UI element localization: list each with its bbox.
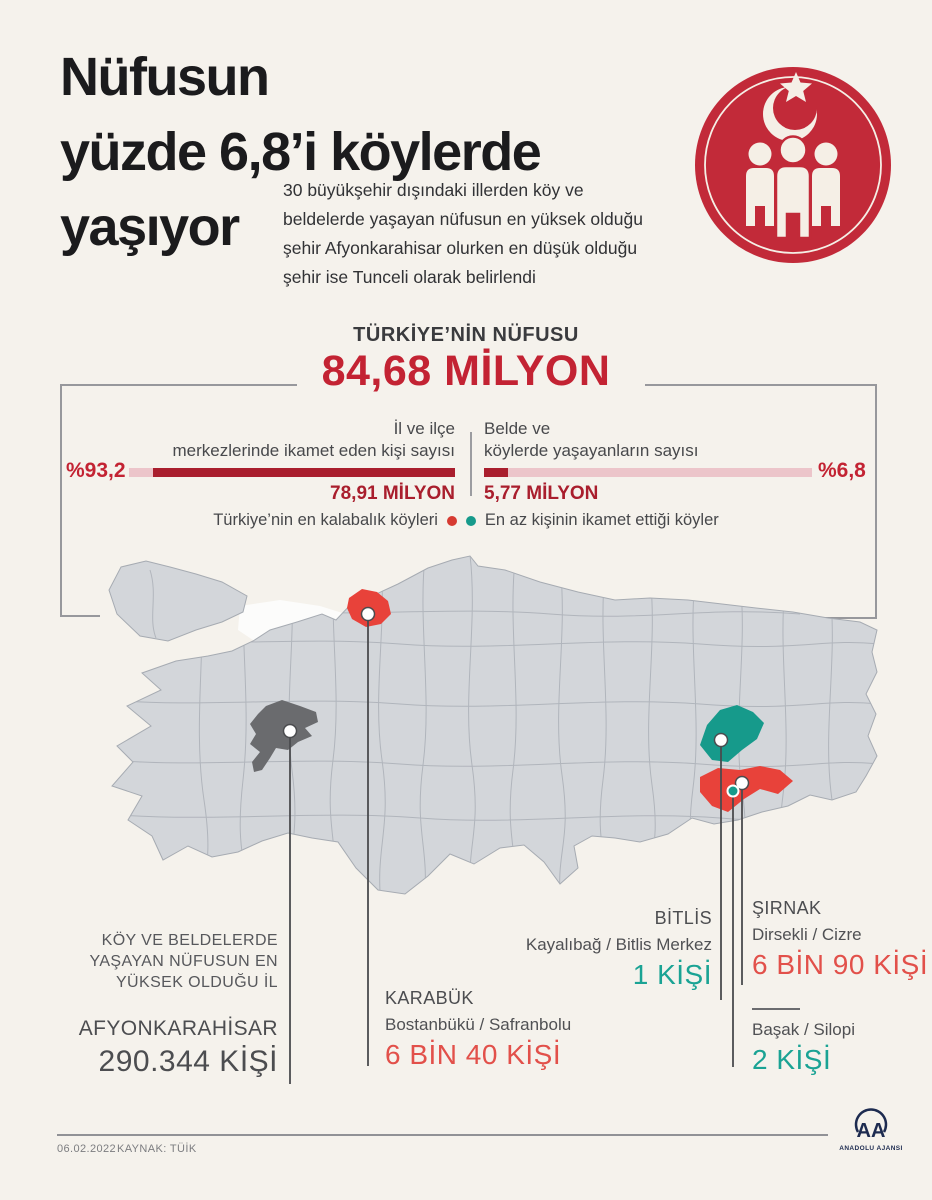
marker-sirnak-basak xyxy=(728,786,739,797)
subtitle-line-3: şehir Afyonkarahisar olurken en düşük olduğu xyxy=(283,238,638,258)
split-divider xyxy=(470,432,472,496)
urban-percent: %93,2 xyxy=(66,459,126,482)
afyon-caption-line-1: KÖY VE BELDELERDE xyxy=(101,932,278,949)
callout-karabuk xyxy=(385,988,571,1071)
marker-bitlis xyxy=(715,734,728,747)
footer-date: 06.02.2022 xyxy=(57,1143,117,1155)
aa-logo-letters: AA xyxy=(856,1120,886,1142)
footer-rule xyxy=(57,1134,828,1136)
subtitle-line-4: şehir ise Tunceli olarak belirlendi xyxy=(283,267,536,287)
sirnak-place: Dirsekli / Cizre xyxy=(752,925,862,944)
frame-left xyxy=(60,384,62,617)
karabuk-place: Bostanbükü / Safranbolu xyxy=(385,1015,572,1034)
map-legend xyxy=(0,511,932,530)
basak-place: Başak / Silopi xyxy=(752,1020,855,1039)
population-emblem xyxy=(692,64,894,266)
title-line-1: Nüfusun xyxy=(60,47,269,107)
village-value: 5,77 MİLYON xyxy=(484,483,599,504)
map-thrace xyxy=(109,561,247,641)
urban-bar xyxy=(129,468,455,477)
marker-karabuk xyxy=(362,608,375,621)
aa-logo-name: ANADOLU AJANSI xyxy=(839,1145,903,1152)
urban-label-line-2: merkezlerinde ikamet eden kişi sayısı xyxy=(172,441,455,460)
bitlis-value: 1 KİŞİ xyxy=(632,959,712,990)
urban-label-line-1: İl ve ilçe xyxy=(393,419,455,438)
legend-crowded-label: Türkiye’nin en kalabalık köyleri xyxy=(213,511,438,529)
afyon-caption-line-2: YAŞAYAN NÜFUSUN EN xyxy=(89,953,278,970)
village-bar-fill xyxy=(484,468,508,477)
urban-label xyxy=(150,418,455,462)
sirnak-province: ŞIRNAK xyxy=(752,898,822,918)
frame-top-right xyxy=(645,384,877,386)
red-dot-icon xyxy=(447,516,457,526)
subtitle-line-1: 30 büyükşehir dışındaki illerden köy ve xyxy=(283,180,584,200)
marker-afyonkarahisar xyxy=(284,725,297,738)
afyon-province: AFYONKARAHİSAR xyxy=(78,1017,278,1040)
anadolu-ajansi-logo xyxy=(833,1108,909,1158)
urban-bar-fill xyxy=(153,468,455,477)
callout-bitlis xyxy=(462,908,712,991)
callout-basak xyxy=(752,1020,855,1076)
urban-value: 78,91 MİLYON xyxy=(330,483,455,504)
subtitle-line-2: beldelerde yaşayan nüfusun en yüksek olduğu xyxy=(283,209,643,229)
population-value: 84,68 MİLYON xyxy=(321,347,611,395)
bitlis-place: Kayalıbağ / Bitlis Merkez xyxy=(525,935,712,954)
teal-dot-icon xyxy=(466,516,476,526)
afyon-caption-line-3: YÜKSEK OLDUĞU İL xyxy=(115,974,278,991)
karabuk-value: 6 BİN 40 KİŞİ xyxy=(385,1039,562,1070)
sirnak-value: 6 BİN 90 KİŞİ xyxy=(752,949,929,980)
village-label-line-1: Belde ve xyxy=(484,419,551,438)
village-bar xyxy=(484,468,812,477)
basak-value: 2 KİŞİ xyxy=(752,1044,832,1075)
subtitle xyxy=(283,176,643,292)
title-line-2: yüzde 6,8’i köylerde xyxy=(60,122,541,182)
legend-least-label: En az kişinin ikamet ettiği köyler xyxy=(484,511,719,529)
population-label: TÜRKİYE’NİN NÜFUSU xyxy=(353,324,579,346)
village-label-line-2: köylerde yaşayanların sayısı xyxy=(484,441,699,460)
village-label xyxy=(484,418,814,462)
bitlis-province: BİTLİS xyxy=(654,908,712,928)
frame-top-left xyxy=(60,384,297,386)
title-line-3: yaşıyor xyxy=(60,197,239,257)
sirnak-divider xyxy=(752,1008,800,1010)
village-percent: %6,8 xyxy=(818,459,866,482)
footer-source: KAYNAK: TÜİK xyxy=(117,1143,197,1155)
callout-afyonkarahisar xyxy=(28,930,278,1079)
callout-sirnak xyxy=(752,898,928,981)
karabuk-province: KARABÜK xyxy=(385,988,474,1008)
afyon-value: 290.344 KİŞİ xyxy=(98,1045,278,1078)
